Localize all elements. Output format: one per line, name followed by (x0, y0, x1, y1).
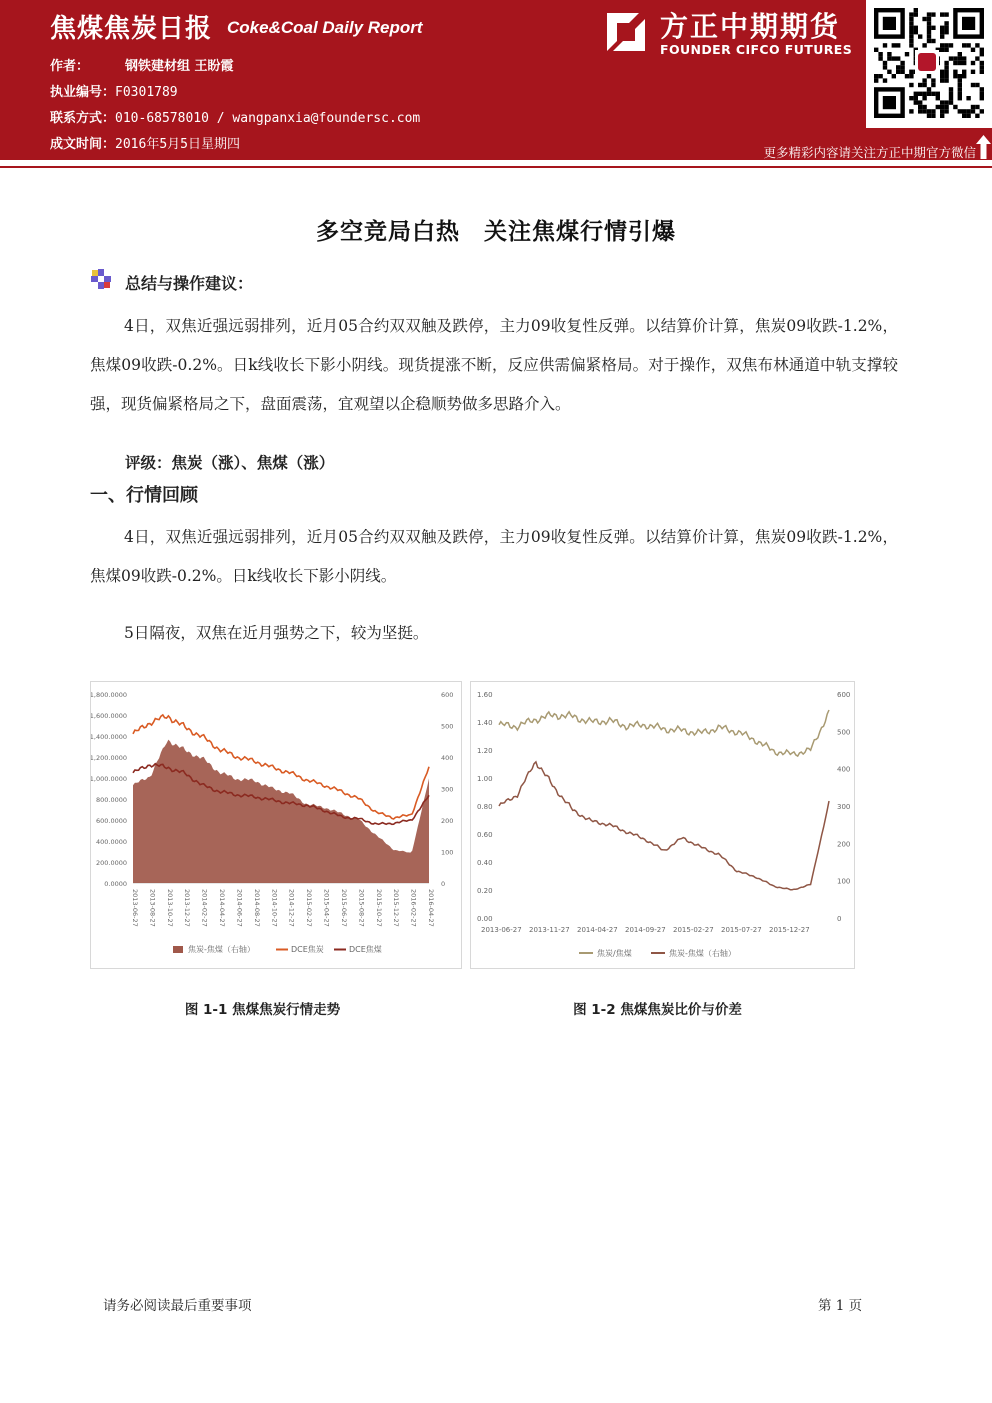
qr-module (931, 83, 935, 87)
qr-module (971, 83, 975, 87)
qr-finder-core (883, 96, 896, 109)
qr-module (892, 56, 896, 60)
qr-module (980, 52, 984, 56)
chart2-right-tick: 400 (837, 765, 851, 774)
qr-module (962, 114, 966, 118)
summary-heading: 总结与操作建议： (125, 274, 254, 293)
footer-disclaimer-note: 请务必阅读最后重要事项 (103, 1298, 252, 1314)
figure1-caption: 图 1-1 焦煤焦炭行情走势 (184, 1002, 341, 1018)
qr-module (944, 48, 948, 52)
qr-module (914, 92, 918, 96)
chart1-x-tick: 2015-12-27 (392, 889, 401, 927)
chart1-left-tick: 1,400.0000 (91, 733, 127, 741)
qr-module (962, 61, 966, 65)
chart1-x-tick: 2015-10-27 (374, 889, 383, 927)
chart1-right-tick: 500 (441, 722, 454, 731)
qr-module (953, 70, 957, 74)
qr-finder-core (962, 17, 975, 30)
chart-coke-coal-trend (90, 681, 462, 969)
qr-module (962, 109, 966, 113)
qr-module (940, 30, 944, 34)
qr-module (892, 43, 896, 47)
qr-module (975, 105, 979, 109)
section-bullet-icon (90, 268, 112, 290)
qr-module (905, 74, 909, 78)
qr-module (909, 39, 913, 43)
qr-module (927, 114, 931, 118)
qr-module (949, 56, 953, 60)
license-label: 执业编号： (50, 85, 116, 100)
qr-module (958, 92, 962, 96)
report-title-en: Coke&Coal Daily Report (227, 18, 423, 37)
chart2-right-tick: 100 (837, 877, 851, 886)
qr-module (922, 92, 926, 96)
qr-module (958, 74, 962, 78)
qr-module (949, 92, 953, 96)
qr-module (949, 43, 953, 47)
qr-module (909, 26, 913, 30)
chart1-right-tick: 300 (441, 785, 454, 794)
chart2-right-tick: 300 (837, 803, 851, 811)
qr-module (944, 30, 948, 34)
qr-module (909, 83, 913, 87)
chart1-legend-swatch (173, 946, 183, 953)
qr-module (909, 43, 913, 47)
document-title: 多空竞局白热 关注焦煤行情引爆 (316, 219, 676, 245)
qr-module (887, 52, 891, 56)
qr-module (936, 92, 940, 96)
contact-label: 联系方式： (50, 111, 116, 126)
summary-paragraph: 4日，双焦近强远弱排列，近月05合约双双触及跌停，主力09收复性反弹。以结算价计算，焦炭09收跌-1.2%，焦煤09收跌-0.2%。日k线收长下影小阴线。现货提涨不断，反应供需偏紧格局。对于操作，双焦布林通道中轨支撑较强，现货偏紧格局之下，盘面震荡，宜观望以企稳顺势做多思路介入。 (90, 317, 898, 413)
qr-module (927, 26, 931, 30)
qr-module (931, 39, 935, 43)
qr-module (958, 83, 962, 87)
chart1-x-tick: 2015-08-27 (357, 889, 366, 927)
chart2-x-tick: 2014-04-27 (577, 926, 618, 934)
chart2-right-tick: 200 (837, 840, 851, 849)
qr-module (971, 105, 975, 109)
qr-module (909, 96, 913, 100)
qr-module (936, 96, 940, 100)
qr-module (971, 61, 975, 65)
chart1-legend-label: DCE焦炭 (291, 945, 324, 954)
qr-module (944, 78, 948, 82)
qr-module (940, 100, 944, 104)
report-title-cn: 焦煤焦炭日报 (50, 14, 213, 44)
qr-module (980, 61, 984, 65)
qr-module (944, 105, 948, 109)
qr-module (874, 48, 878, 52)
qr-module (909, 12, 913, 16)
qr-module (940, 70, 944, 74)
chart2-series-line-ratio (499, 710, 829, 756)
qr-module (922, 96, 926, 100)
follow-wechat-text: 更多精彩内容请关注方正中期官方微信 (763, 145, 976, 160)
qr-module (922, 78, 926, 82)
qr-module (966, 109, 970, 113)
qr-module (878, 52, 882, 56)
chart2-legend-label: 焦炭-焦煤（右轴） (669, 949, 736, 958)
qr-module (874, 74, 878, 78)
chart1-left-tick: 1,800.0000 (91, 691, 127, 699)
qr-module (896, 70, 900, 74)
qr-module (883, 43, 887, 47)
qr-module (909, 17, 913, 21)
qr-module (971, 70, 975, 74)
chart1-x-tick: 2014-10-27 (270, 889, 279, 927)
qr-module (892, 74, 896, 78)
chart2-x-tick: 2015-12-27 (769, 926, 810, 934)
qr-module (949, 100, 953, 104)
chart1-x-tick: 2016-04-27 (427, 889, 435, 927)
chart1-x-tick: 2014-08-27 (252, 889, 261, 927)
qr-module (944, 26, 948, 30)
qr-module (949, 87, 953, 91)
qr-module (940, 105, 944, 109)
qr-module (971, 48, 975, 52)
qr-module (975, 56, 979, 60)
chart2-left-tick: 0.80 (477, 803, 493, 811)
chart1-x-tick: 2013-08-27 (148, 889, 157, 927)
chart1-x-tick: 2014-12-27 (287, 889, 296, 927)
qr-module (887, 70, 891, 74)
qr-module (874, 78, 878, 82)
qr-module (940, 26, 944, 30)
qr-module (887, 56, 891, 60)
chart1-x-tick: 2013-06-27 (131, 889, 139, 927)
qr-module (909, 109, 913, 113)
qr-module (927, 74, 931, 78)
qr-module (900, 65, 904, 69)
founder-logo-icon (603, 9, 649, 55)
qr-module (918, 100, 922, 104)
qr-module (900, 70, 904, 74)
qr-module (958, 61, 962, 65)
chart1-x-tick: 2013-12-27 (183, 889, 192, 927)
chart2-left-tick: 1.20 (477, 747, 493, 755)
qr-module (927, 109, 931, 113)
qr-module (953, 105, 957, 109)
qr-module (914, 8, 918, 12)
qr-module (944, 109, 948, 113)
chart1-left-tick: 400.0000 (95, 838, 127, 846)
qr-module (922, 17, 926, 21)
qr-module (905, 52, 909, 56)
qr-module (927, 34, 931, 38)
chart1-left-tick: 200.0000 (95, 859, 127, 867)
chart1-x-tick: 2014-06-27 (235, 889, 244, 927)
chart1-right-tick: 600 (441, 691, 454, 699)
chart2-x-tick: 2013-11-27 (529, 926, 570, 934)
qr-module (900, 61, 904, 65)
qr-module (975, 114, 979, 118)
chart1-legend-label: DCE焦煤 (349, 945, 382, 954)
chart1-left-tick: 0.0000 (104, 880, 127, 888)
company-name-en: FOUNDER CIFCO FUTURES (660, 42, 853, 57)
chart1-left-tick: 600.0000 (95, 817, 127, 825)
qr-module (958, 87, 962, 91)
qr-module (958, 78, 962, 82)
qr-code (866, 0, 992, 128)
qr-module (896, 43, 900, 47)
footer-page-number: 第 1 页 (818, 1298, 863, 1314)
qr-module (953, 61, 957, 65)
chart1-x-tick: 2015-04-27 (322, 889, 331, 927)
chart1-x-tick: 2014-02-27 (200, 889, 209, 927)
qr-module (927, 30, 931, 34)
qr-module (962, 43, 966, 47)
qr-module (931, 114, 935, 118)
qr-module (922, 83, 926, 87)
qr-module (927, 12, 931, 16)
qr-module (958, 56, 962, 60)
date-label: 成文时间： (50, 137, 116, 152)
qr-module (909, 21, 913, 25)
qr-module (940, 34, 944, 38)
chart1-series-area-spread (133, 740, 429, 883)
qr-module (980, 92, 984, 96)
chart1-x-tick: 2014-04-27 (218, 889, 227, 927)
contact-value: 010-68578010 / wangpanxia@foundersc.com (115, 111, 421, 126)
chart2-left-tick: 0.60 (477, 831, 493, 839)
qr-module (962, 56, 966, 60)
qr-module (918, 105, 922, 109)
qr-module (909, 74, 913, 78)
qr-module (922, 43, 926, 47)
qr-module (975, 83, 979, 87)
qr-module (918, 92, 922, 96)
chart1-x-tick: 2015-02-27 (305, 889, 314, 927)
chart1-legend-label: 焦炭-焦煤（右轴） (188, 945, 255, 954)
qr-module (944, 43, 948, 47)
qr-module (927, 87, 931, 91)
market-review-heading: 一、行情回顾 (90, 485, 198, 506)
qr-module (962, 70, 966, 74)
chart2-left-tick: 0.00 (477, 915, 493, 923)
chart1-right-tick: 100 (441, 848, 454, 857)
qr-module (940, 109, 944, 113)
author-value: 钢铁建材组 王盼霞 (125, 59, 234, 74)
date-value: 2016年5月5日星期四 (115, 137, 240, 152)
qr-module (931, 92, 935, 96)
chart2-right-tick: 0 (837, 915, 842, 923)
qr-module (975, 43, 979, 47)
qr-module (914, 96, 918, 100)
chart2-x-tick: 2015-02-27 (673, 926, 714, 934)
qr-module (927, 21, 931, 25)
qr-module (944, 12, 948, 16)
qr-module (966, 43, 970, 47)
qr-module (909, 30, 913, 34)
qr-module (940, 43, 944, 47)
qr-module (918, 34, 922, 38)
qr-module (927, 39, 931, 43)
chart1-left-tick: 800.0000 (95, 796, 127, 804)
chart2-left-tick: 0.20 (477, 887, 493, 895)
qr-module (918, 109, 922, 113)
qr-center-logo (918, 53, 936, 71)
qr-module (980, 87, 984, 91)
qr-module (931, 78, 935, 82)
qr-module (914, 26, 918, 30)
chart1-right-tick: 400 (441, 754, 454, 762)
qr-module (980, 109, 984, 113)
chart1-left-tick: 1,000.0000 (91, 775, 127, 783)
header-divider (0, 166, 992, 168)
qr-finder-core (883, 17, 896, 30)
chart2-left-tick: 1.60 (477, 691, 493, 699)
qr-module (927, 92, 931, 96)
report-header (0, 0, 992, 160)
qr-module (922, 109, 926, 113)
qr-module (883, 61, 887, 65)
author-label: 作者： (50, 59, 90, 74)
chart2-left-tick: 1.00 (477, 775, 493, 783)
qr-module (931, 109, 935, 113)
qr-module (944, 65, 948, 69)
author-row (50, 55, 234, 74)
figure2-caption: 图 1-2 焦煤焦炭比价与价差 (573, 1002, 742, 1018)
chart2-svg (471, 682, 856, 970)
overnight-paragraph: 5日隔夜，双焦在近月强势之下，较为坚挺。 (124, 624, 429, 642)
chart1-right-tick: 0 (441, 880, 446, 888)
qr-module (944, 100, 948, 104)
contact-row (50, 107, 420, 126)
qr-module (944, 61, 948, 65)
qr-module (936, 105, 940, 109)
qr-module (940, 114, 944, 118)
qr-module (878, 74, 882, 78)
chart1-right-tick: 200 (441, 817, 454, 825)
chart-coke-coal-ratio-spread (470, 681, 855, 969)
qr-module (940, 48, 944, 52)
qr-module (958, 52, 962, 56)
qr-module (896, 65, 900, 69)
arrow-up-icon (975, 134, 992, 160)
qr-module (980, 96, 984, 100)
qr-module (931, 26, 935, 30)
company-name-cn: 方正中期期货 (660, 10, 841, 43)
chart2-left-tick: 1.40 (477, 719, 493, 727)
chart1-left-tick: 1,600.0000 (91, 712, 127, 720)
qr-module (931, 12, 935, 16)
chart1-x-tick: 2016-02-27 (409, 889, 418, 927)
chart1-svg (91, 682, 463, 970)
qr-module (944, 21, 948, 25)
qr-module (953, 56, 957, 60)
qr-module (962, 74, 966, 78)
qr-module (909, 34, 913, 38)
qr-module (940, 78, 944, 82)
qr-module (949, 96, 953, 100)
qr-module (922, 105, 926, 109)
qr-module (914, 100, 918, 104)
qr-module (958, 96, 962, 100)
qr-module (878, 56, 882, 60)
qr-module (896, 56, 900, 60)
qr-module (914, 30, 918, 34)
qr-module (980, 48, 984, 52)
qr-module (909, 70, 913, 74)
chart1-left-tick: 1,200.0000 (91, 754, 127, 762)
qr-module (944, 70, 948, 74)
rating-line: 评级：焦炭（涨）、焦煤（涨） (125, 454, 335, 472)
chart2-x-tick: 2014-09-27 (625, 926, 666, 934)
chart2-legend-label: 焦炭/焦煤 (597, 949, 632, 958)
qr-module (980, 70, 984, 74)
date-row (50, 133, 240, 152)
qr-module (953, 74, 957, 78)
chart2-left-tick: 0.40 (477, 859, 493, 867)
chart2-series-line-spread (499, 762, 829, 890)
qr-module (927, 17, 931, 21)
chart2-right-tick: 500 (837, 728, 851, 737)
qr-module (980, 65, 984, 69)
market-review-paragraph: 4日，双焦近强远弱排列，近月05合约双双触及跌停，主力09收复性反弹。以结算价计算，焦炭09收跌-1.2%，焦煤09收跌-0.2%。日k线收长下影小阴线。 (90, 528, 898, 585)
chart2-x-tick: 2015-07-27 (721, 926, 762, 934)
chart2-right-tick: 600 (837, 691, 851, 699)
qr-module (914, 12, 918, 16)
qr-module (971, 109, 975, 113)
qr-module (944, 74, 948, 78)
qr-module (883, 65, 887, 69)
qr-module (918, 83, 922, 87)
license-row (50, 81, 178, 100)
chart2-x-tick: 2013-06-27 (481, 926, 522, 934)
chart1-x-tick: 2015-06-27 (339, 889, 348, 927)
qr-module (966, 96, 970, 100)
license-value: F0301789 (115, 85, 178, 100)
qr-module (940, 74, 944, 78)
qr-module (958, 109, 962, 113)
qr-module (966, 114, 970, 118)
chart1-x-tick: 2013-10-27 (165, 889, 174, 927)
qr-module (883, 78, 887, 82)
qr-module (940, 12, 944, 16)
